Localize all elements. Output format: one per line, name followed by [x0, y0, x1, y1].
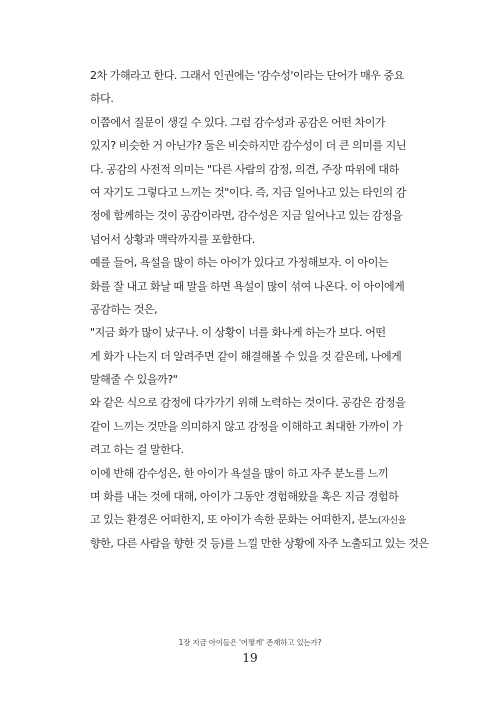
text-line: 려고 하는 걸 말한다. [90, 443, 184, 457]
running-footer-title: 1장 지금 아이들은 '어떻게' 존재하고 있는가? [178, 638, 322, 647]
page-number: 19 [242, 651, 258, 665]
text-line: 여 자기도 그렇다고 느끼는 것"이다. 즉, 지금 일어나고 있는 타인의 감 [90, 185, 406, 199]
body-text [90, 64, 430, 555]
text-line [90, 508, 430, 531]
text-line-main: 고 있는 환경은 어떠한지, 또 아이가 속한 문화는 어떠한지, 분노 [90, 513, 378, 527]
text-line: 같이 느끼는 것만을 의미하지 않고 감정을 이해하고 최대한 가까이 가 [90, 419, 403, 433]
text-line: 며 화를 내는 것에 대해, 아이가 그동안 경험해왔을 혹은 지금 경험하 [90, 490, 399, 504]
text-line: 예를 들어, 욕설을 많이 하는 아이가 있다고 가정해보자. 이 아이는 [90, 256, 389, 270]
text-line: 공감하는 것은, [90, 302, 158, 316]
text-line: 화를 잘 내고 화날 때 말을 하면 욕설이 많이 섞여 나온다. 이 아이에게 [90, 279, 405, 293]
text-line: 게 화가 나는지 더 알려주면 같이 해결해볼 수 있을 것 같은데, 나에게 [90, 349, 402, 363]
text-line: 이에 반해 감수성은, 한 아이가 욕설을 많이 하고 자주 분노를 느끼 [90, 466, 389, 480]
text-line: 말해줄 수 있을까?" [90, 373, 178, 387]
text-line: 다. 공감의 사전적 의미는 "다른 사람의 감정, 의견, 주장 따위에 대하 [90, 162, 399, 176]
text-line: 이쯤에서 질문이 생길 수 있다. 그럼 감수성과 공감은 어떤 차이가 [90, 115, 386, 129]
text-line: 2차 가해라고 한다. 그래서 인권에는 '감수성'이라는 단어가 매우 중요 [90, 69, 404, 82]
text-line: 정에 함께하는 것이 공감이라면, 감수성은 지금 일어나고 있는 감정을 [90, 209, 403, 223]
text-line: "지금 화가 많이 났구나. 이 상황이 너를 화나게 하는가 보다. 어떤 [90, 326, 386, 340]
text-line: 하다. [90, 92, 114, 106]
small-inline-text: (자신을 [377, 516, 406, 527]
text-line: 넘어서 상황과 맥락까지를 포함한다. [90, 232, 255, 246]
text-line: 있지? 비슷한 거 아닌가? 둘은 비슷하지만 감수성이 더 큰 의미를 지닌 [90, 139, 406, 153]
text-line: 와 같은 식으로 감정에 다가가기 위해 노력하는 것이다. 공감은 감정을 [90, 396, 406, 410]
text-line: 향한, 다른 사람을 향한 것 등)를 느낄 만한 상황에 자주 노출되고 있는 것은 [90, 536, 429, 550]
